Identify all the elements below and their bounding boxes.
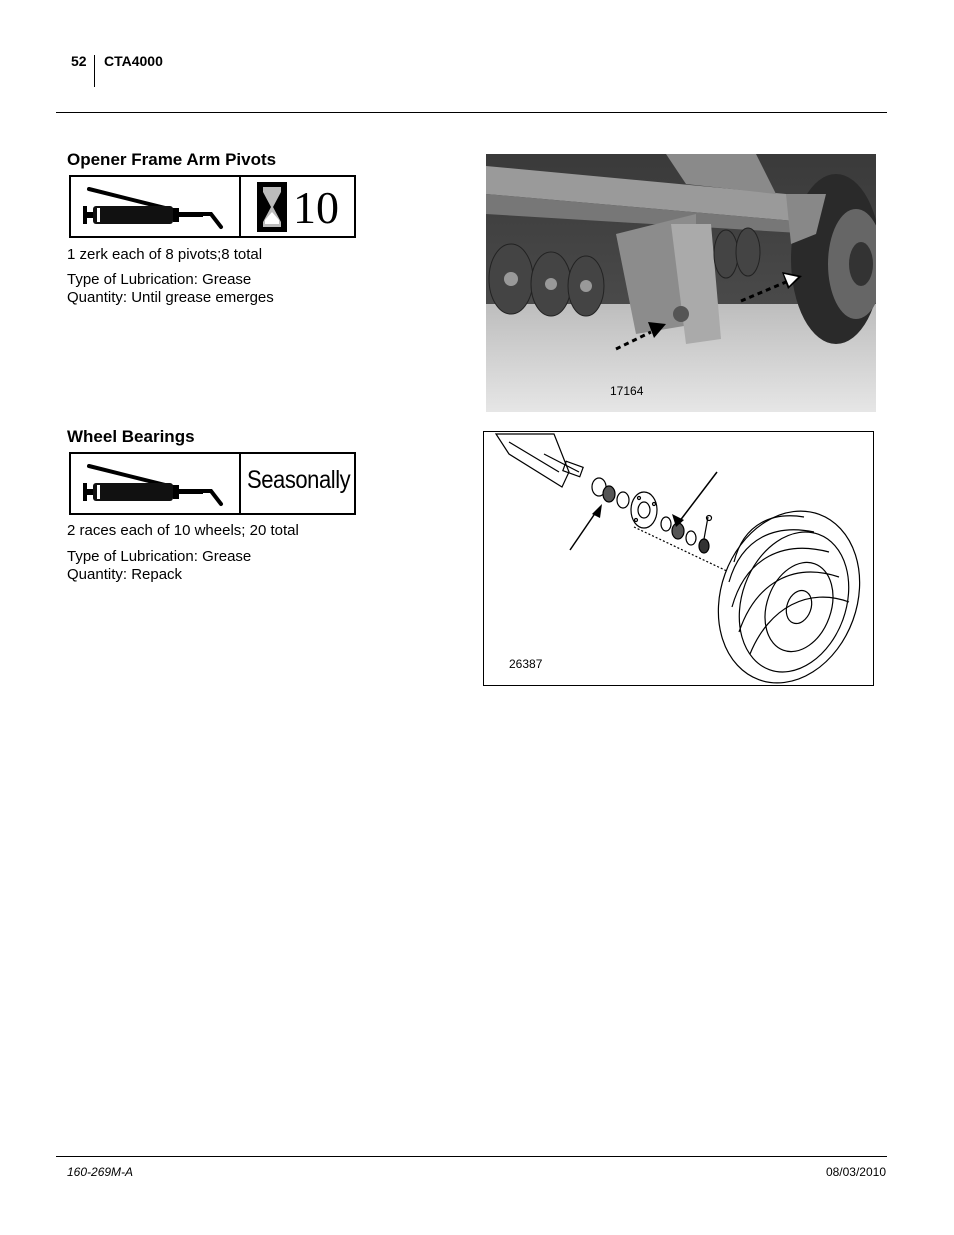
figure-label-17164: 17164 <box>610 384 644 398</box>
figure-label-26387: 26387 <box>509 657 543 671</box>
document-title: CTA4000 <box>104 53 163 69</box>
lubrication-type-text: Type of Lubrication: Grease <box>67 271 252 288</box>
bottom-rule <box>56 1156 887 1157</box>
hourglass-icon <box>257 182 287 232</box>
section-title-wheel-bearings: Wheel Bearings <box>67 427 195 446</box>
document-number: 160-269M-A <box>67 1165 134 1179</box>
lubrication-type-text: Type of Lubrication: Grease <box>67 548 252 565</box>
lubrication-box-opener <box>69 175 356 238</box>
wheel-hub-exploded-view <box>484 432 873 685</box>
opener-frame-photo-graphic <box>486 154 876 412</box>
races-count-text: 2 races each of 10 wheels; 20 total <box>67 522 299 539</box>
grease-gun-cell <box>71 177 241 236</box>
grease-gun-icon <box>71 177 237 236</box>
opener-frame-photo <box>486 154 876 412</box>
page-number: 52 <box>71 53 87 69</box>
section-title-opener-frame: Opener Frame Arm Pivots <box>67 150 277 169</box>
wheel-bearing-diagram <box>483 431 874 686</box>
grease-gun-cell <box>71 454 241 513</box>
grease-gun-icon <box>71 454 237 513</box>
header-divider <box>94 55 95 87</box>
quantity-text: Quantity: Repack <box>67 566 183 583</box>
interval-cell <box>241 177 354 236</box>
lubrication-box-wheel <box>69 452 356 515</box>
interval-cell <box>241 454 354 513</box>
quantity-text: Quantity: Until grease emerges <box>67 289 274 306</box>
pivots-count-text: 1 zerk each of 8 pivots;8 total <box>67 246 263 263</box>
top-rule <box>56 112 887 113</box>
interval-seasonally: Seasonally <box>247 466 351 494</box>
interval-hours: 10 <box>293 182 339 233</box>
document-date: 08/03/2010 <box>825 1165 886 1179</box>
